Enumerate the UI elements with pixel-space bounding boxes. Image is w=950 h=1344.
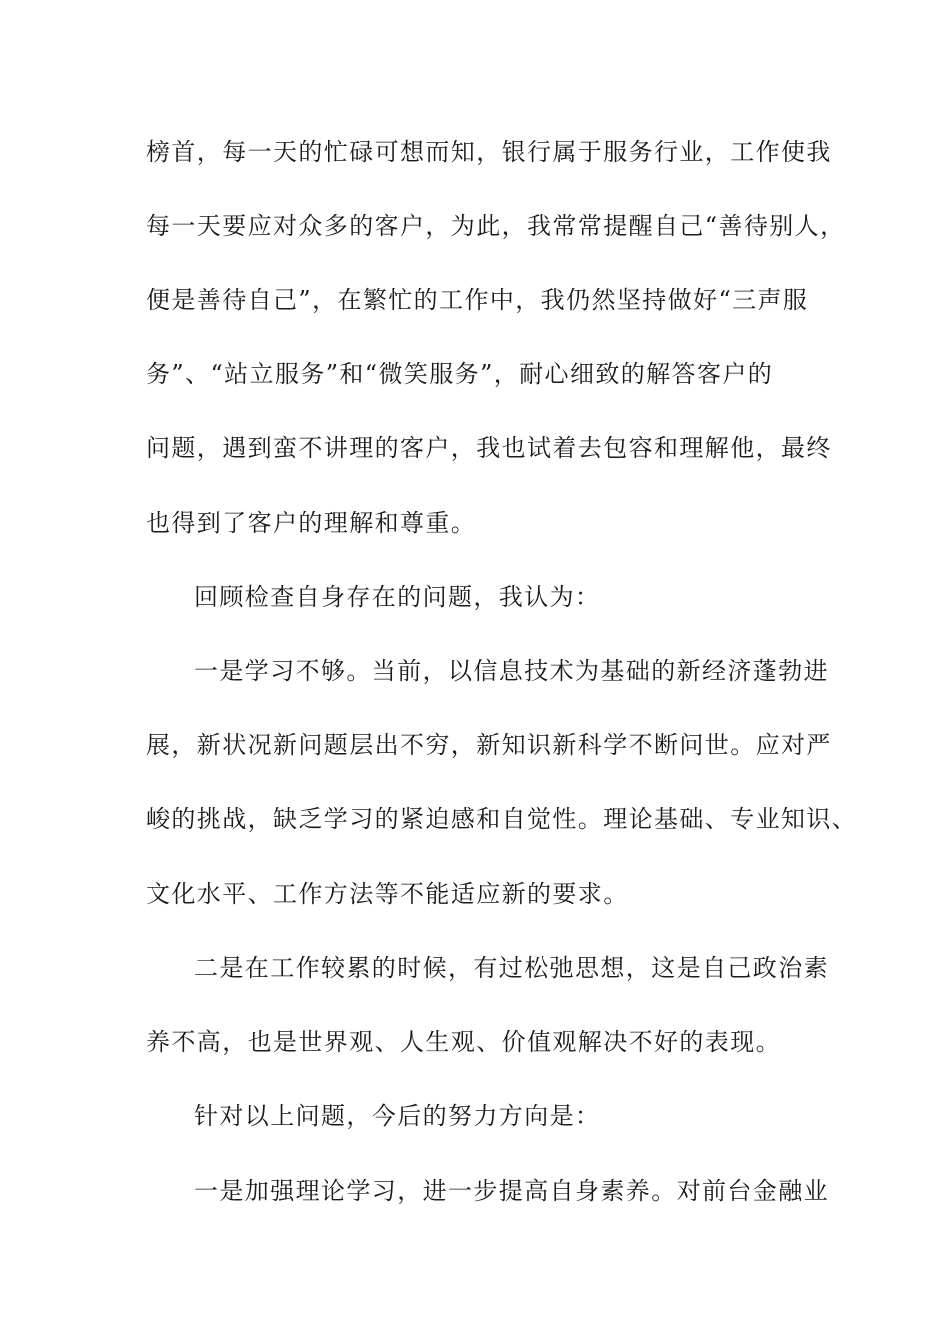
body-text-line: 每一天要应对众多的客户，为此，我常常提醒自己“善待别人， [146,212,846,240]
body-text-line: 展，新状况新问题层出不穷，新知识新科学不断问世。应对严 [146,731,832,759]
paragraph-start-line: 一是学习不够。当前，以信息技术为基础的新经济蓬勃进 [194,657,829,685]
body-text-line: 便是善待自己”，在繁忙的工作中，我仍然坚持做好“三声服 [146,286,809,314]
body-text-line: 问题，遇到蛮不讲理的客户，我也试着去包容和理解他，最终 [146,434,832,462]
body-text-line: 务”、“站立服务”和“微笑服务”，耐心细致的解答客户的 [146,360,774,388]
body-text-line: 峻的挑战，缺乏学习的紧迫感和自觉性。理论基础、专业知识、 [146,805,858,833]
paragraph-start-line: 一是加强理论学习，进一步提高自身素养。对前台金融业 [194,1177,829,1205]
body-text-line: 榜首，每一天的忙碌可想而知，银行属于服务行业，工作使我 [146,138,832,166]
body-text-line: 养不高，也是世界观、人生观、价值观解决不好的表现。 [146,1028,781,1056]
paragraph-start-line: 二是在工作较累的时候，有过松弛思想，这是自己政治素 [194,954,829,982]
paragraph-start-line: 回顾检查自身存在的问题，我认为： [194,583,601,611]
body-text-line: 文化水平、工作方法等不能适应新的要求。 [146,880,629,908]
paragraph-start-line: 针对以上问题，今后的努力方向是： [194,1102,601,1130]
body-text-line: 也得到了客户的理解和尊重。 [146,509,477,537]
